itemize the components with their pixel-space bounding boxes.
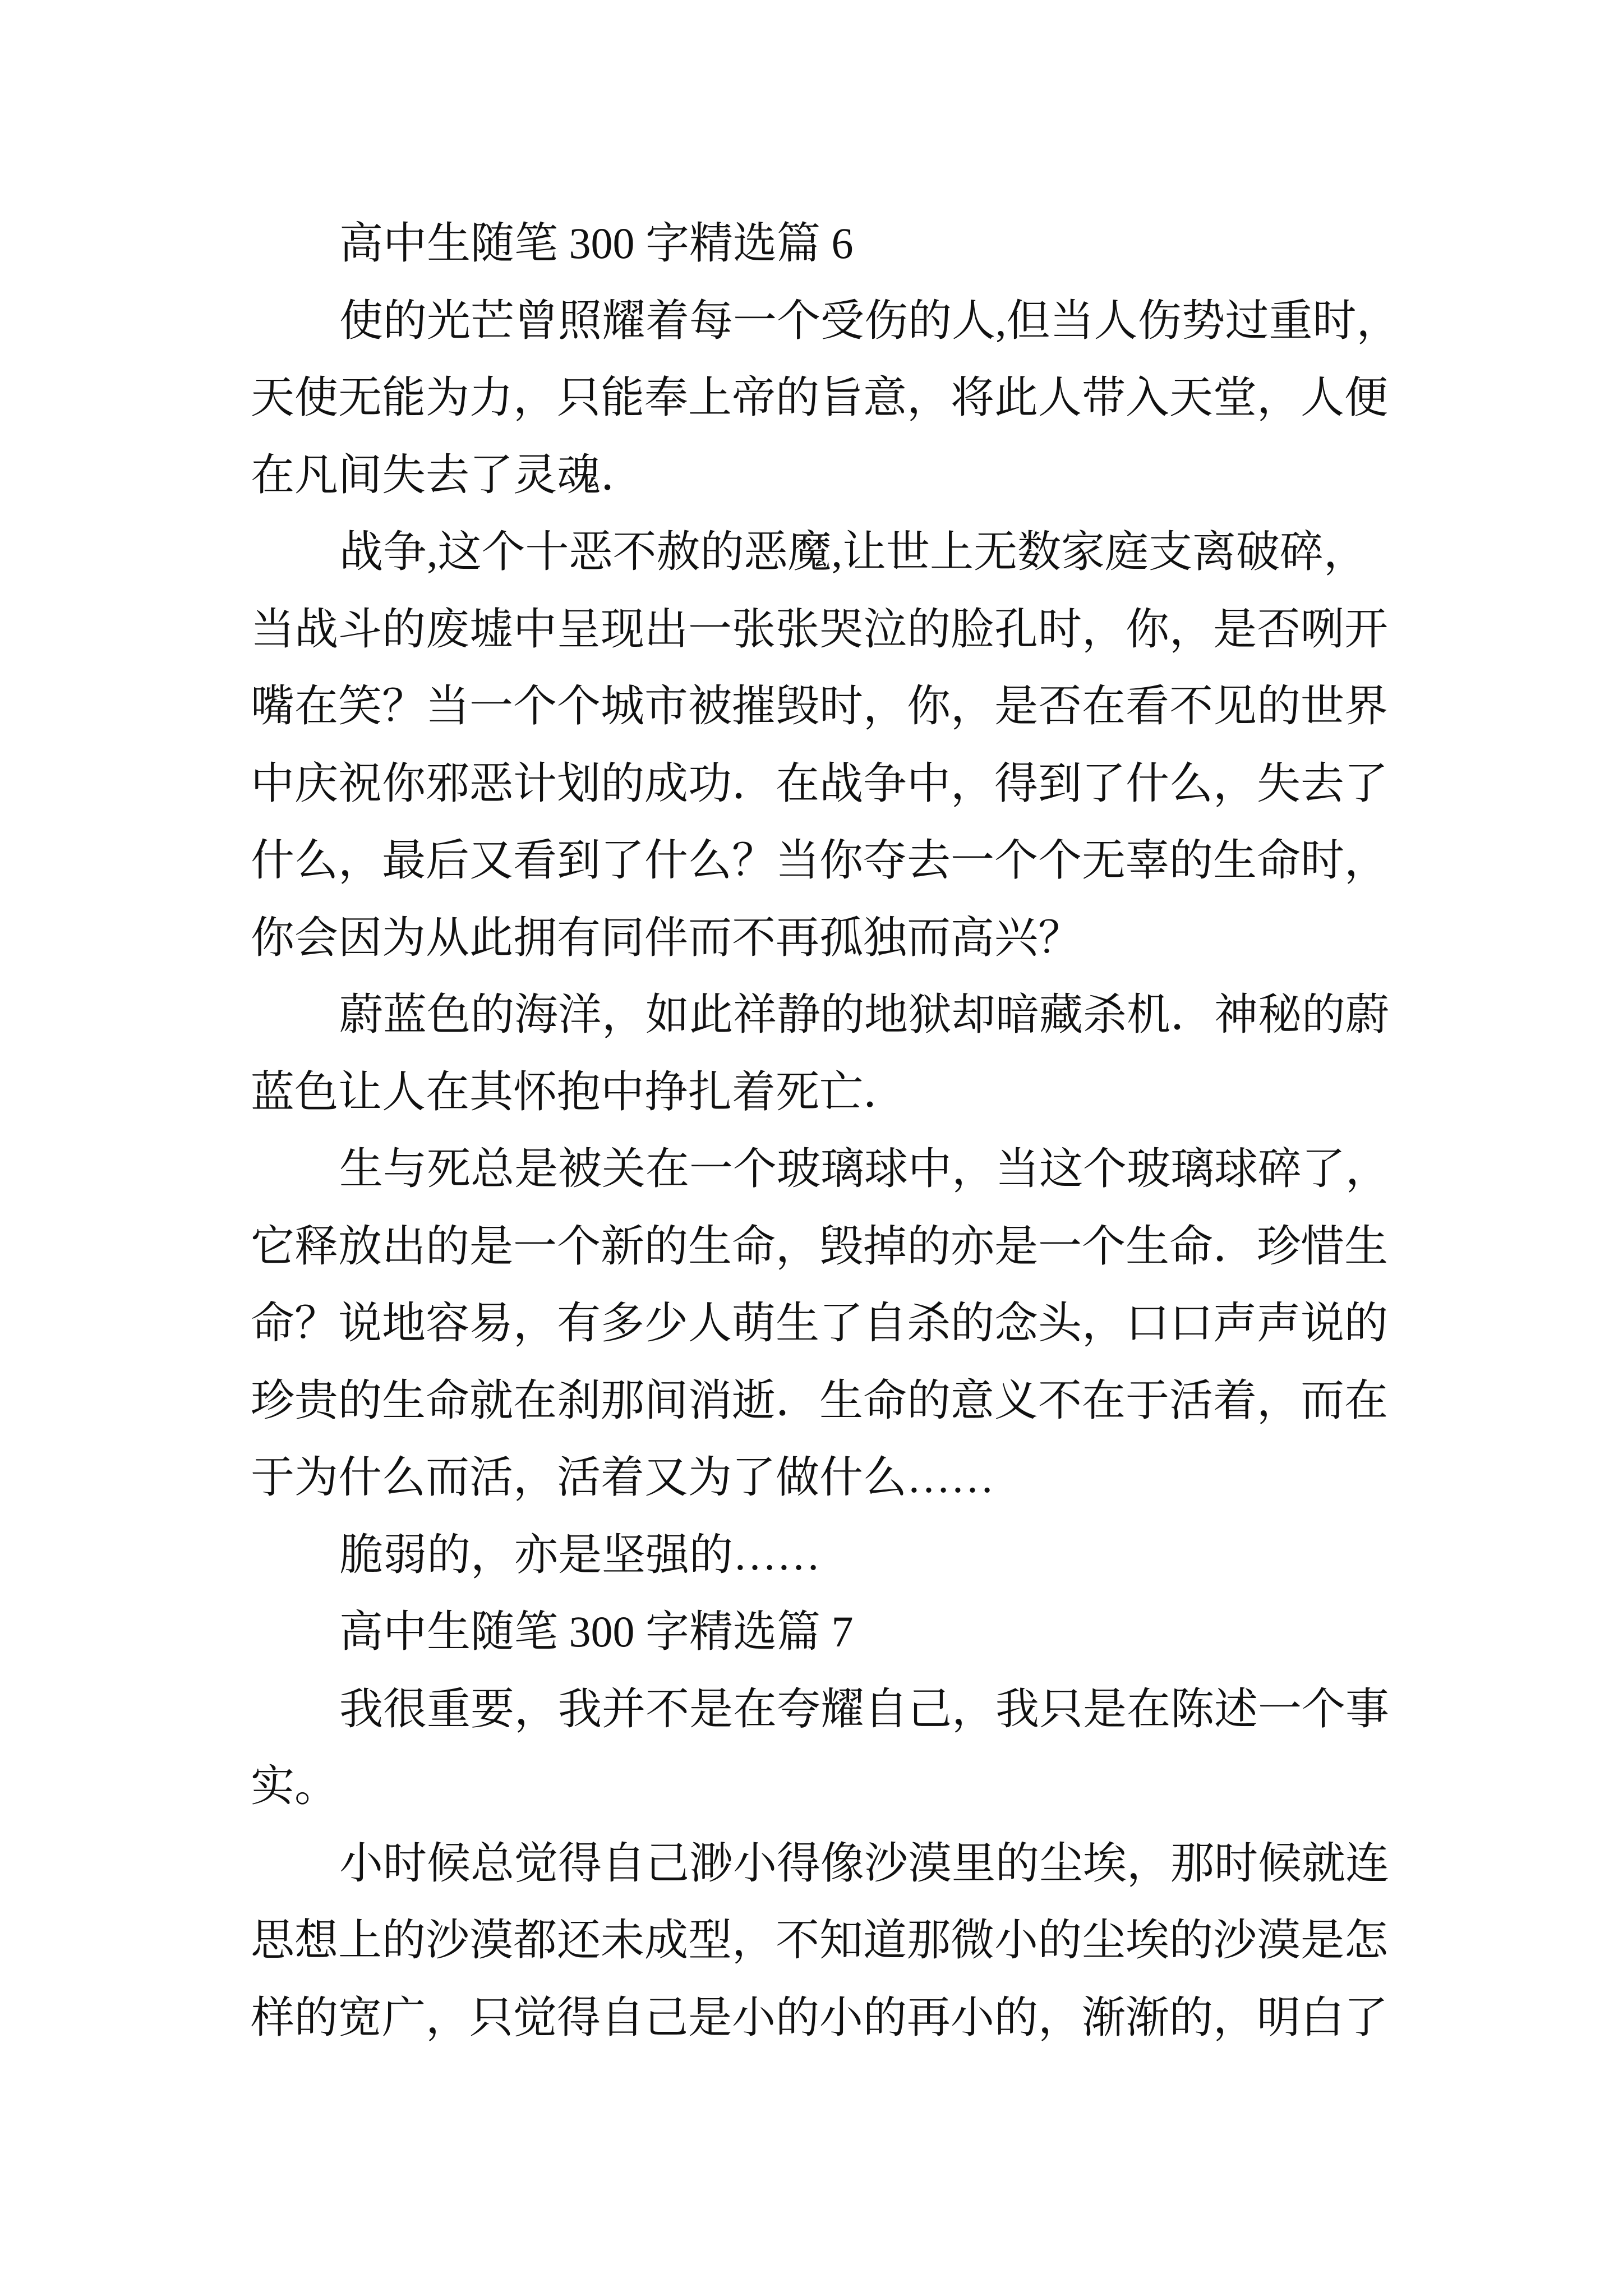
paragraph-line: 蓝色让人在其怀抱中挣扎着死亡．	[251, 1067, 907, 1116]
paragraph-line: 思想上的沙漠都还未成型，不知道那微小的尘埃的沙漠是怎	[251, 1916, 1389, 1964]
paragraph-line: 中庆祝你邪恶计划的成功．在战争中，得到了什么，失去了	[251, 758, 1389, 808]
paragraph	[251, 513, 1511, 976]
paragraph	[251, 1671, 1511, 1825]
paragraph-line: 小时候总觉得自己渺小得像沙漠里的尘埃，那时候就连	[339, 1838, 1390, 1888]
paragraph	[251, 1130, 1511, 1516]
paragraph-line: 样的宽广，只觉得自己是小的小的再小的，渐渐的，明白了	[251, 1993, 1389, 2042]
paragraph-line: 脆弱的，亦是坚强的……	[339, 1530, 821, 1579]
paragraph-line: 天使无能为力，只能奉上帝的旨意，将此人带入天堂，人便	[251, 373, 1389, 422]
essay-section-6	[251, 205, 1511, 1593]
section-heading: 高中生随笔 300 字精选篇 6	[339, 219, 854, 268]
paragraph-line: 于为什么而活，活着又为了做什么……	[251, 1453, 995, 1502]
paragraph	[251, 282, 1511, 514]
paragraph	[251, 1825, 1511, 2056]
paragraph-line: 生与死总是被关在一个玻璃球中，当这个玻璃球碎了，	[339, 1144, 1390, 1193]
paragraph-line: 当战斗的废墟中呈现出一张张哭泣的脸孔时，你，是否咧开	[251, 604, 1389, 654]
paragraph-line: 在凡间失去了灵魂．	[251, 450, 645, 499]
paragraph-line: 实。	[251, 1761, 339, 1810]
section-heading: 高中生随笔 300 字精选篇 7	[339, 1607, 854, 1656]
paragraph-line: 战争,这个十恶不赦的恶魔,让世上无数家庭支离破碎，	[339, 527, 1368, 576]
paragraph-line: 命？说地容易，有多少人萌生了自杀的念头，口口声声说的	[251, 1299, 1389, 1347]
paragraph-line: 我很重要，我并不是在夸耀自己，我只是在陈述一个事	[339, 1684, 1390, 1733]
paragraph-line: 嘴在笑？当一个个城市被摧毁时，你，是否在看不见的世界	[251, 682, 1389, 730]
essay-section-7	[251, 1593, 1511, 2056]
paragraph-line: 使的光芒曾照耀着每一个受伤的人,但当人伤势过重时，	[339, 296, 1400, 345]
paragraph-line: 它释放出的是一个新的生命，毁掉的亦是一个生命．珍惜生	[251, 1221, 1389, 1271]
paragraph-line: 珍贵的生命就在刹那间消逝．生命的意义不在于活着，而在	[251, 1375, 1389, 1425]
paragraph-line: 你会因为从此拥有同伴而不再孤独而高兴？	[251, 913, 1082, 962]
paragraph-line: 什么，最后又看到了什么？当你夺去一个个无辜的生命时，	[251, 836, 1389, 885]
paragraph-line: 蔚蓝色的海洋，如此祥静的地狱却暗藏杀机．神秘的蔚	[339, 990, 1390, 1039]
paragraph	[251, 976, 1511, 1130]
paragraph	[251, 1516, 1511, 1594]
